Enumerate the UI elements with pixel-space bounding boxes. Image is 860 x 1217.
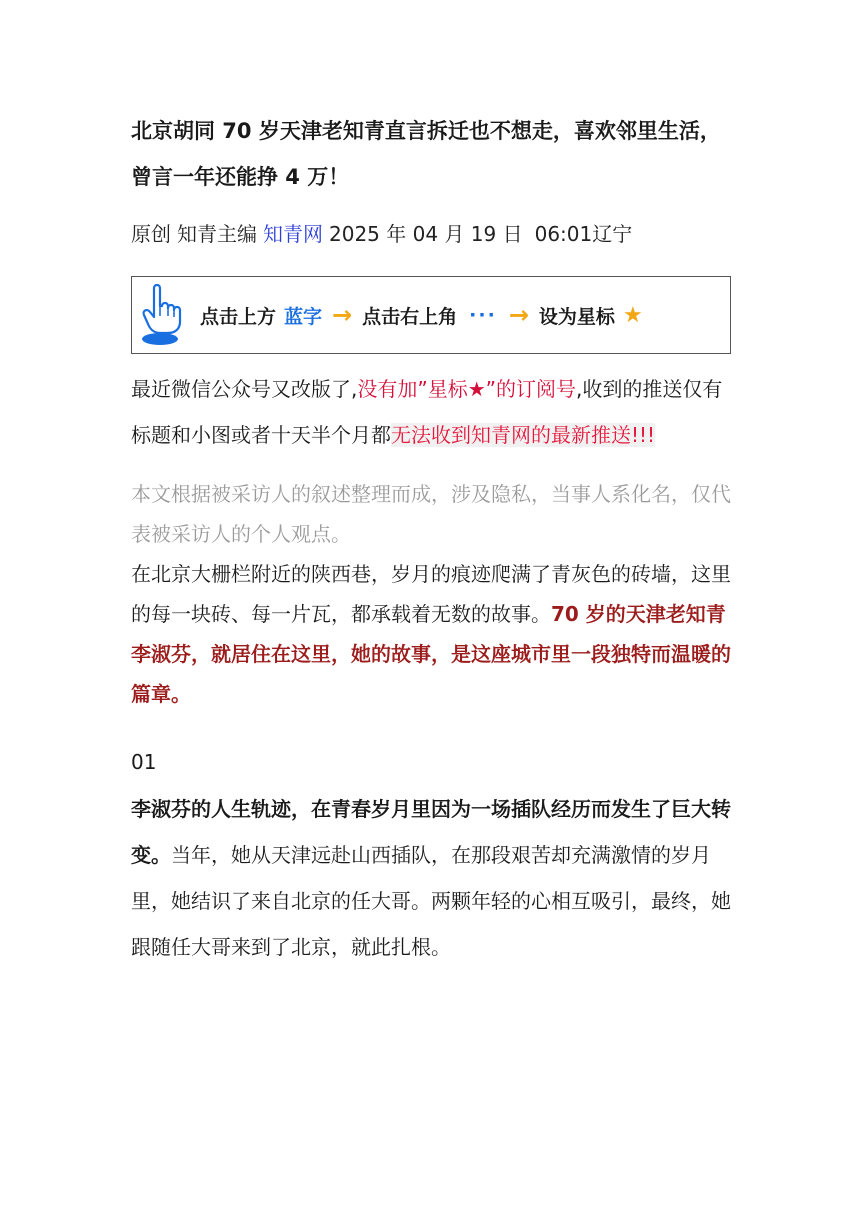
account-link[interactable]: 知青网	[263, 222, 323, 246]
notice-text-1: 最近微信公众号又改版了,	[131, 377, 358, 401]
author-name[interactable]: 知青主编	[177, 222, 257, 246]
star-guide-banner[interactable]	[131, 276, 731, 354]
publish-location: 辽宁	[592, 222, 633, 246]
disclaimer-text: 本文根据被采访人的叙述整理而成，涉及隐私，当事人系化名，仅代表被采访人的个人观点。	[131, 482, 731, 546]
banner-step3-text: 设为星标	[538, 305, 615, 328]
notice-highlight-1: 没有加”星标★”的订阅号	[357, 377, 577, 401]
article-meta	[131, 214, 731, 254]
section-paragraph	[131, 786, 731, 970]
star-icon: ★	[622, 302, 643, 328]
star-notice-paragraph	[131, 366, 731, 458]
intro-highlight: 70 岁的天津老知青李淑芬，就居住在这里，她的故事，是这座城市里一段独特而温暖的篇章。	[131, 602, 731, 706]
banner-step2-text: 点击右上角	[362, 305, 458, 328]
notice-highlight-2: 无法收到知青网的最新推送!!!	[391, 423, 656, 447]
arrow-right-icon: →	[332, 301, 353, 329]
banner-step1-text: 点击上方	[200, 305, 277, 328]
notice-text-2: ,收到的推送仅有标题和小图或者十天半个月都	[131, 377, 723, 447]
banner-blue-word: 蓝字	[284, 305, 323, 328]
section-number: 01	[131, 750, 157, 774]
publish-date: 2025 年 04 月 19 日	[329, 222, 523, 246]
publish-time: 06:01	[534, 222, 593, 246]
article-content	[131, 108, 731, 970]
more-dots-icon: ···	[469, 304, 497, 326]
intro-paragraph	[131, 554, 731, 714]
section-bold-text: 李淑芬的人生轨迹，在青春岁月里因为一场插队经历而发生了巨大转变。	[131, 797, 731, 867]
article-title: 北京胡同 70 岁天津老知青直言拆迁也不想走，喜欢邻里生活，曾言一年还能挣 4 万！	[131, 119, 721, 189]
original-label: 原创	[131, 222, 171, 246]
section-text: 当年，她从天津远赴山西插队，在那段艰苦却充满激情的岁月里，她结识了来自北京的任大哥。两颗年轻的心相互吸引，最终，她跟随任大哥来到了北京，就此扎根。	[131, 843, 731, 959]
arrow-right-icon-2: →	[508, 301, 529, 329]
pointing-hand-icon	[140, 282, 184, 348]
intro-text: 在北京大栅栏附近的陕西巷，岁月的痕迹爬满了青灰色的砖墙，这里的每一块砖、每一片瓦，都承载着无数的故事。	[131, 562, 731, 626]
